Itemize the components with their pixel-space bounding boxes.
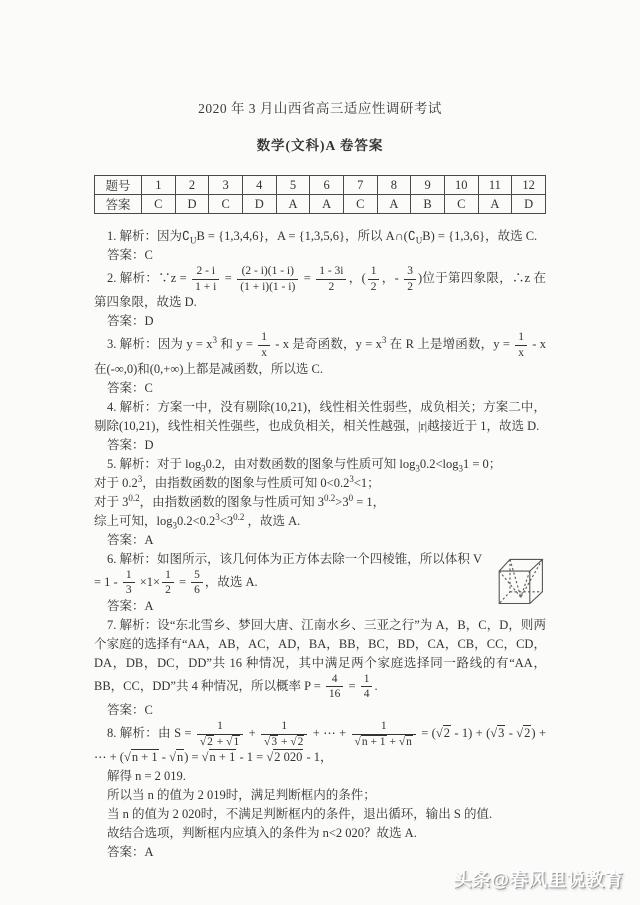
answer-cell: C [343,195,377,214]
fraction-numerator: 1 [261,720,307,735]
square-root [202,749,237,764]
question-number-cell: 4 [242,176,276,195]
superscript: 0.2 [324,492,336,503]
row-label-answer: 答案 [95,195,142,214]
superscript: 0.2 [233,511,245,522]
fraction [515,331,527,359]
superscript: 0.2 [128,492,140,503]
solution-7 [94,616,546,720]
solution-8 [94,720,546,862]
superscript: 3 [381,335,387,346]
solution-2 [94,265,546,331]
solution-paragraph: 2. 解析：∵z = $\frac{2 - i}{1 + i}$ = $\frac{(2 - i)(1 - i)}{(1 + i)(1 - i)}$ = $\frac{1 - 3i}{2}$ ，( $\frac{1}{2}$ ，- $\frac{3}{2}$ )位于第四象限，∴z 在第四象限，故选 D. [94,265,546,310]
radical-sign: √ [354,735,361,748]
solution-paragraph: 综上可知，$\log_30.2<0.2^3<3^{0.2}$ ，故选 A. [94,511,301,531]
answer-cell: A [276,195,310,214]
answer-table-body [95,176,546,214]
solution-paragraph: 答案：D [107,314,154,329]
answer-cell: B [411,195,445,214]
square-root [266,749,303,764]
question-number-cell: 6 [310,176,344,195]
square-root [490,725,505,740]
radical-sign: √ [199,735,207,748]
table-row [95,176,546,195]
answer-cell: D [512,195,546,214]
fraction-numerator: 3 [404,265,416,280]
fraction-denominator: 6 [194,584,200,597]
solution-5 [94,455,546,550]
answer-cell: D [242,195,276,214]
cube-figure-icon [492,550,546,612]
subscript: U [189,235,197,246]
answer-cell: C [142,195,176,214]
document-content [94,0,546,862]
subscript: 3 [415,463,420,474]
fraction-denominator: x [518,346,524,359]
square-root [399,735,413,748]
question-number-cell: 7 [343,176,377,195]
fraction [261,720,307,748]
radicand: n + 1 [361,735,386,748]
solution-paragraph: 3. 解析：因为 $y = x^3$ 和 y = $\frac{1}{x}$ - x 是奇函数，$y = x^3$ 在 R 上是增函数，y = $\frac{1}{x}$ - x 在(-∞,0)和(0,+∞)上都是减函数，所以选 C. [94,331,546,376]
radicand: n [176,750,184,765]
subscript: 3 [458,463,463,474]
radical-sign: √ [290,735,297,748]
radical-sign: √ [123,750,131,765]
superscript: 3 [215,511,220,522]
page-subtitle: 数学(文科)A 卷答案 [256,138,384,153]
question-number-cell: 8 [377,176,411,195]
solution-paragraph: 7. 解析：设“东北雪乡、梦回大唐、江南水乡、三亚之行”为 A，B，C，D，则两个家庭的选择有“AA，AB，AC，AD，BA，BB，BC，BD，CA，CB，CC，CD，DA，DB，DC，DD”共 16 种情况，其中满足两个家庭选择同一路线的有“AA，BB，CC，DD”共 4 种情况，所以概率 P = $\frac{4}{16}$ = $\frac{1}{4}$ . [94,617,546,701]
fraction-numerator: 1 [515,331,527,346]
solution-paragraph: 所以当 n 的值为 2 019时，满足判断框内的条件； [107,788,376,803]
fraction-denominator: √2 + √1 [199,735,240,748]
question-number-cell: 12 [512,176,546,195]
radicand: n [406,735,412,748]
answer-cell: C [209,195,243,214]
radicand: 3 [498,726,505,741]
radical-sign: √ [435,726,443,741]
subscript: U [415,235,423,246]
radical-sign: √ [169,750,176,765]
answer-cell: A [377,195,411,214]
solution-6 [94,550,546,616]
solution-4 [94,398,546,455]
superscript: 0 [348,492,354,503]
fraction-numerator: 5 [191,569,203,584]
solutions [94,227,546,862]
solution-paragraph: 答案：A [107,532,154,547]
fraction-numerator: 1 [162,569,174,584]
fraction-denominator: (1 + i)(1 - i) [240,280,296,293]
fraction [258,331,270,359]
solution-3 [94,331,546,397]
radical-sign: √ [266,750,274,765]
fraction-denominator: 2 [407,280,413,293]
fraction-numerator: 1 [368,265,380,280]
fraction [361,673,373,701]
fraction-denominator: 2 [370,280,377,293]
radicand: 2 [443,726,450,741]
answer-cell: A [310,195,344,214]
radicand: 2 [524,726,531,741]
fraction [191,569,203,597]
fraction-denominator: 4 [363,688,370,701]
square-root [264,735,278,748]
radical-sign: √ [398,735,406,748]
question-number-cell: 3 [209,176,243,195]
solution-paragraph: 4. 解析：方案一中，没有剔除(10,21)，线性相关性弱些，成负相关；方案二中，剔除(10,21)，线性相关性强些，也成负相关，相关性越强，|r|越接近于 1，故选 D. [94,399,546,433]
question-number-cell: 1 [142,176,176,195]
fraction-denominator: 16 [328,688,341,701]
radicand: 3 [271,735,278,748]
fraction [326,673,344,701]
radical-sign: √ [201,750,209,765]
square-root [124,749,159,764]
solution-paragraph: 对于 $0.2^3$，由指数函数的图象与性质可知 $0<0.2^3<1$； [94,473,380,490]
solution-paragraph: 对于 $3^{0.2}$，由指数函数的图象与性质可知 $3^{0.2}>3^0 = 1$， [94,492,386,509]
fraction [316,265,346,293]
solution-paragraph: 答案：C [107,703,153,718]
fraction-numerator: 1 [197,720,243,735]
row-label-question-number: 题号 [95,176,142,195]
radical-sign: √ [516,726,524,741]
subscript: 3 [172,520,177,531]
fraction-denominator: x [261,346,267,359]
radicand: 1 [233,735,240,748]
fraction-denominator: 2 [328,280,335,293]
superscript: 3 [212,335,218,346]
subscript: 3 [201,463,206,474]
fraction [237,265,298,293]
square-root [226,735,240,748]
radicand: 2 [297,735,304,748]
fraction [197,720,243,748]
solution-1 [94,227,546,265]
answer-table [94,175,546,214]
square-root [200,735,214,748]
question-number-cell: 9 [411,176,445,195]
radicand: 2 020 [274,750,303,765]
fraction [352,720,416,748]
fraction-numerator: 4 [326,673,344,688]
fraction [192,265,219,293]
question-number-cell: 2 [175,176,209,195]
solution-paragraph: 答案：C [107,380,153,395]
radicand: 2 [207,735,213,748]
solution-paragraph: 答案：D [107,437,154,452]
fraction [368,265,380,293]
fraction [123,569,135,597]
answer-cell: D [175,195,209,214]
question-number-cell: 11 [478,176,512,195]
radical-sign: √ [490,726,498,741]
solution-paragraph: 答案：A [107,598,154,613]
solution-paragraph: 1. 解析：因为$∁_UB = \{1,3,4,6\}$，A = {1,3,5,6}，所以 $A\cap(∁_UB) = \{1,3,6\}$，故选 C. [107,229,538,246]
fraction-denominator: √3 + √2 [264,735,304,748]
fraction-numerator: 1 [361,673,373,688]
fraction-numerator: 1 [258,331,270,346]
fraction-denominator: √n + 1 + √n [354,735,412,748]
fraction-numerator: 1 [352,720,416,735]
radical-sign: √ [226,735,233,748]
table-row [95,195,546,214]
fraction-denominator: 2 [165,584,171,597]
solution-paragraph: 8. 解析：由 S = $\frac{1}{√2 + √1}$ + $\frac{1}{√3 + √2}$ + ⋯ + $\frac{1}{√n + 1 + √n}$ = (√2 - 1) + (√3 - √2) + ⋯ + (√n + 1 - √n) = √n + 1 - 1 = √2 020 - 1， [94,720,546,765]
fraction-denominator: 1 + i [195,280,217,293]
fraction-numerator: 2 - i [192,265,219,280]
fraction-numerator: 1 [123,569,135,584]
answer-cell: A [478,195,512,214]
superscript: 3 [137,473,143,484]
watermark: 头条@春风里说教育 [453,870,624,890]
solution-paragraph: 5. 解析：对于 $\log_30.2$，由对数函数的图象与性质可知 $\log_30.2<\log_31 = 0$； [107,456,502,474]
fraction-denominator: 3 [125,584,132,597]
square-root [355,735,387,748]
fraction [404,265,416,293]
solution-paragraph: 6. 解析：如图所示，该几何体为正方体去除一个四棱锥，所以体积 V = 1 - $\frac{1}{3}$ ×1× $\frac{1}{2}$ = $\frac{5}{6}$ ，故选 A. [94,551,482,597]
square-root [516,725,531,740]
question-number-cell: 10 [444,176,478,195]
fraction-numerator: (2 - i)(1 - i) [237,265,298,280]
fraction [162,569,174,597]
solution-paragraph: 答案：C [107,248,153,262]
radicand: n + 1 [209,750,236,765]
radical-sign: √ [264,735,271,748]
solution-paragraph: 解得 n = 2 019. [107,769,186,784]
solution-paragraph: 故结合选项，判断框内应填入的条件为 n<2 020？故选 A. [107,826,417,841]
answer-cell: C [444,195,478,214]
radicand: n + 1 [131,750,158,765]
square-root [436,725,451,740]
solution-paragraph: 当 n 的值为 2 020时，不满足判断框内的条件，退出循环，输出 S 的值. [107,807,493,822]
superscript: 3 [349,473,354,484]
question-number-cell: 5 [276,176,310,195]
fraction-numerator: 1 - 3i [316,265,346,280]
page-title: 2020 年 3 月山西省高三适应性调研考试 [198,101,442,116]
square-root [169,749,184,764]
square-root [290,735,304,748]
solution-paragraph: 答案：A [107,845,154,860]
